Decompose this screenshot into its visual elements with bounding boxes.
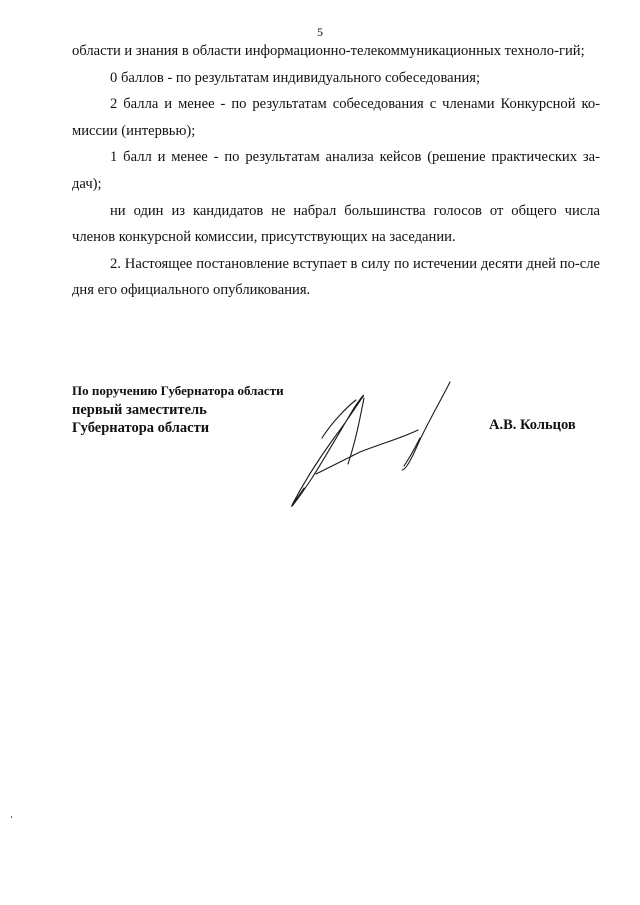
document-body (72, 38, 600, 304)
handwritten-signature (282, 378, 462, 513)
paragraph-2: 0 баллов - по результатам индивидуального собеседования; (110, 69, 481, 86)
signatory-line-2: первый заместитель (72, 401, 207, 418)
paragraph-3: 2 балла и менее - по результатам собеседования с членами Конкурсной ко-миссии (интервью); (72, 96, 600, 139)
paragraph-6: 2. Настоящее постановление вступает в силу по истечении десяти дней по-сле дня его официального опубликования. (72, 255, 600, 299)
page-number: 5 (317, 25, 323, 39)
paragraph-4: 1 балл и менее - по результатам анализа кейсов (решение практических за-дач); (72, 149, 600, 192)
paragraph-1: области и знания в области информационно-телекоммуникационных техноло-гий; (72, 43, 585, 59)
scan-artifact (11, 816, 12, 818)
signatory-line-3: Губернатора области (72, 420, 210, 436)
signatory-name: А.В. Кольцов (489, 417, 576, 433)
paragraph-5: ни один из кандидатов не набрал большинства голосов от общего числа членов конкурсной комиссии, присутствующих на заседании. (72, 202, 600, 246)
signatory-position (72, 382, 284, 438)
signatory-line-1: По поручению Губернатора области (72, 383, 284, 398)
